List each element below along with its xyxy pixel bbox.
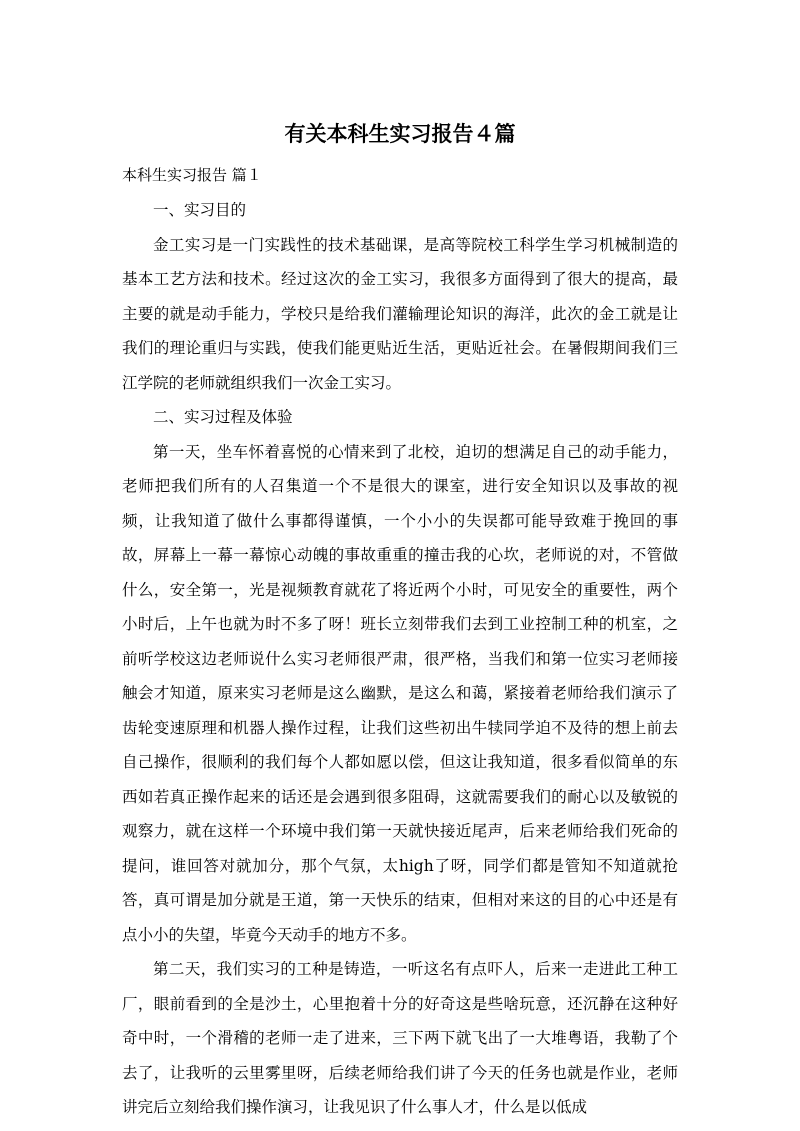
paragraph: 金工实习是一门实践性的技术基础课，是高等院校工科学生学习机械制造的基本工艺方法和技术。经过这次的金工实习，我很多方面得到了很大的提高，最主要的就是动手能力，学校只是给我们灌输理论知识的海洋，此次的金工就是让我们的理论重归与实践，使我们能更贴近生活，更贴近社会。在暑假期间我们三江学院的老师就组织我们一次金工实习。 [122,235,678,392]
section-heading: 一、实习目的 [153,201,247,219]
document-body [122,193,678,1125]
document-title: 有关本科生实习报告４篇 [284,122,516,146]
section-heading: 二、实习过程及体验 [153,408,293,426]
paragraph: 第一天，坐车怀着喜悦的心情来到了北校，迫切的想满足自己的动手能力，老师把我们所有的人召集道一个不是很大的课室，进行安全知识以及事故的视频，让我知道了做什么事都得谨慎，一个小小的失误都可能导致难于挽回的事故，屏幕上一幕一幕惊心动魄的事故重重的撞击我的心坎，老师说的对，不管做什么，安全第一，光是视频教育就花了将近两个小时，可见安全的重要性，两个小时后，上午也就为时不多了呀！班长立刻带我们去到工业控制工种的机室，之前听学校这边老师说什么实习老师很严肃，很严格，当我们和第一位实习老师接触会才知道，原来实习老师是这么幽默，是这么和蔼，紧接着老师给我们演示了齿轮变速原理和机器人操作过程，让我们这些初出牛犊同学迫不及待的想上前去自己操作，很顺利的我们每个人都如愿以偿，但这让我知道，很多看似简单的东西如若真正操作起来的话还是会遇到很多阻碍，这就需要我们的耐心以及敏锐的观察力，就在这样一个环境中我们第一天就快接近尾声，后来老师给我们死命的提问，谁回答对就加分，那个气氛，太high了呀，同学们都是管知不知道就抢答，真可谓是加分就是王道，第一天快乐的结束，但相对来这的目的心中还是有点小小的失望，毕竟今天动手的地方不多。 [122,442,678,944]
document-subtitle: 本科生实习报告 篇１ [122,166,262,184]
paragraph: 第二天，我们实习的工种是铸造，一听这名有点吓人，后来一走进此工种工厂，眼前看到的全是沙土，心里抱着十分的好奇这是些啥玩意，还沉静在这种好奇中时，一个滑稽的老师一走了进来，三下两下就飞出了一大堆粤语，我勒了个去了，让我听的云里雾里呀，后续老师给我们讲了今天的任务也就是作业，老师讲完后立刻给我们操作演习，让我见识了什么事人才，什么是以低成 [122,960,678,1116]
